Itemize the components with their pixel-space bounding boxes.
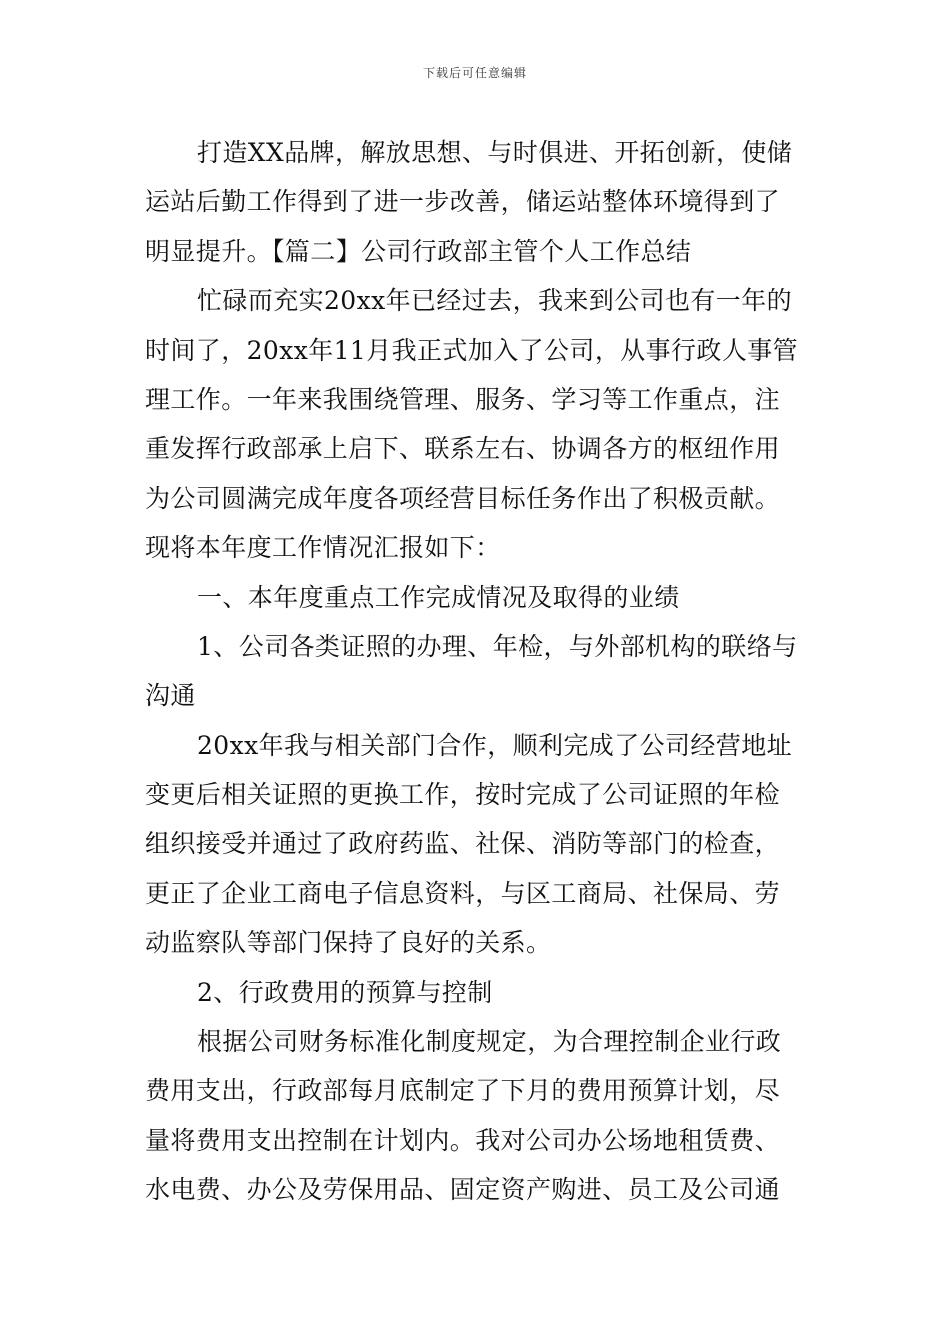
page-header-note: 下载后可任意编辑 bbox=[422, 66, 527, 80]
text-line: 打造XX品牌，解放思想、与时俱进、开拓创新，使储 bbox=[197, 138, 793, 167]
section-heading: 一、本年度重点工作完成情况及取得的业绩 bbox=[197, 582, 680, 612]
text-line: 根据公司财务标准化制度规定，为合理控制企业行政 bbox=[197, 1027, 782, 1057]
subsection-heading: 2、行政费用的预算与控制 bbox=[197, 977, 493, 1007]
text-line: 为公司圆满完成年度各项经营目标任务作出了积极贡献。 bbox=[145, 483, 781, 513]
subsection-heading-continuation: 沟通 bbox=[145, 681, 196, 711]
text-line: 量将费用支出控制在计划内。我对公司办公场地租赁费、 bbox=[145, 1125, 781, 1155]
text-line: 理工作。一年来我围绕管理、服务、学习等工作重点，注 bbox=[145, 384, 781, 414]
text-line: 现将本年度工作情况汇报如下： bbox=[145, 533, 501, 563]
text-line: 忙碌而充实20xx年已经过去，我来到公司也有一年的 bbox=[197, 286, 793, 316]
text-line: 重发挥行政部承上启下、联系左右、协调各方的枢纽作用 bbox=[145, 434, 781, 464]
text-line: 更正了企业工商电子信息资料，与区工商局、社保局、劳 bbox=[145, 878, 781, 908]
text-line: 动监察队等部门保持了良好的关系。 bbox=[145, 928, 552, 958]
text-line: 时间了，20xx年11月我正式加入了公司，从事行政人事管 bbox=[145, 335, 799, 365]
text-line: 运站后勤工作得到了进一步改善，储运站整体环境得到了 bbox=[145, 187, 781, 217]
subsection-heading: 1、公司各类证照的办理、年检，与外部机构的联络与 bbox=[197, 631, 798, 661]
text-line: 组织接受并通过了政府药监、社保、消防等部门的检查， bbox=[145, 829, 781, 859]
text-line: 变更后相关证照的更换工作，按时完成了公司证照的年检 bbox=[145, 780, 781, 810]
text-line: 水电费、办公及劳保用品、固定资产购进、员工及公司通 bbox=[145, 1175, 781, 1205]
text-line: 明显提升。【篇二】公司行政部主管个人工作总结 bbox=[145, 236, 692, 266]
text-line: 费用支出，行政部每月底制定了下月的费用预算计划，尽 bbox=[145, 1076, 781, 1106]
document-body bbox=[145, 128, 815, 1215]
text-line: 20xx年我与相关部门合作，顺利完成了公司经营地址 bbox=[197, 730, 793, 760]
